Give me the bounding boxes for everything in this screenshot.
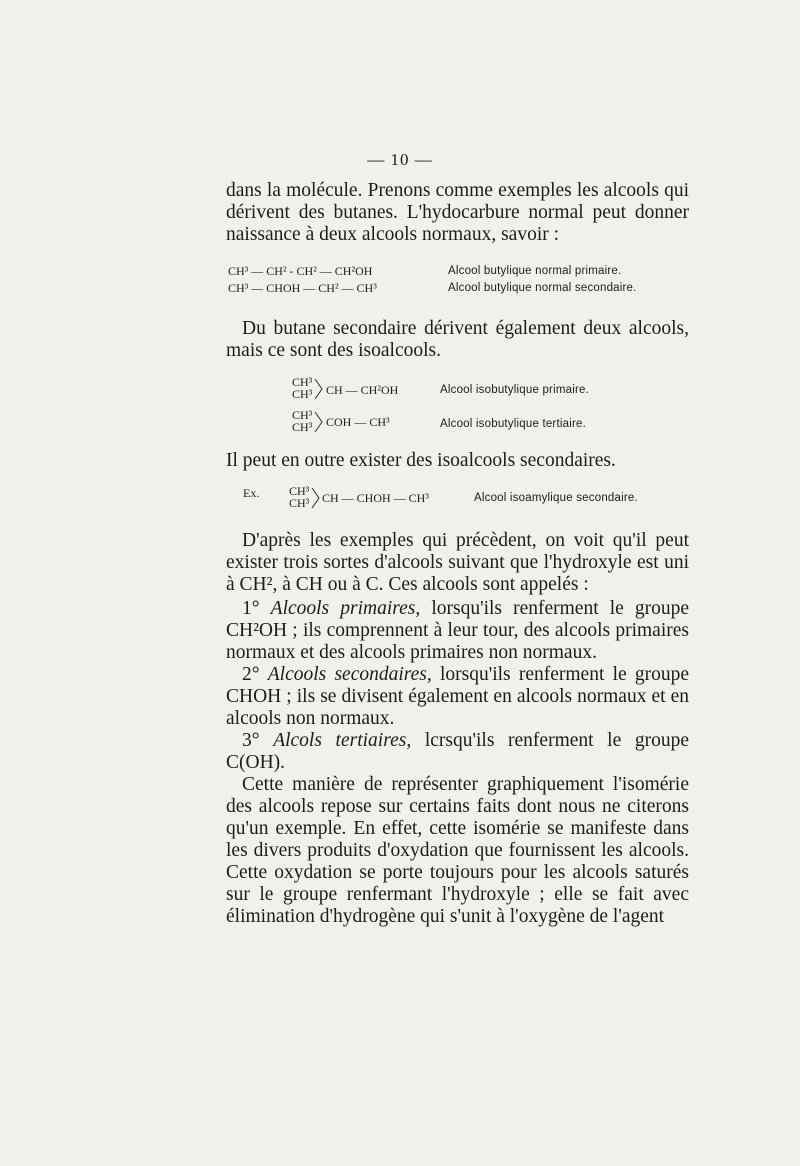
branch-top: CH³ <box>292 375 313 389</box>
bracket-icon <box>314 378 324 400</box>
formula-name-isoamyl-secondary: Alcool isoamylique secondaire. <box>474 492 638 504</box>
formula-isoamyl-secondary: CH — CHOH — CH³ <box>322 491 429 505</box>
branch-top: CH³ <box>289 484 310 498</box>
paragraph-butane-secondary: Du butane secondaire dérivent également deux alcools, mais ce sont des isoalcools. <box>226 318 689 361</box>
branch-bottom: CH³ <box>289 496 310 510</box>
page-number: — 10 — <box>367 150 433 169</box>
paragraph-isoalcools-secondaires: Il peut en outre exister des isoalcools secondaires. <box>226 450 616 471</box>
branch-isobutyl-tertiary <box>292 409 312 433</box>
formula-name-butyl-primary: Alcool butylique normal primaire. <box>448 265 622 277</box>
branch-isoamyl-secondary <box>289 485 309 509</box>
branch-bottom: CH³ <box>292 387 313 401</box>
item-term: Alcols tertiaires <box>273 730 407 751</box>
item-text: , lcrsqu'ils renferment le groupe C(OH). <box>226 730 690 773</box>
formula-name-butyl-secondary: Alcool butylique normal secondaire. <box>448 282 637 294</box>
formula-butyl-primary: CH³ — CH² - CH² — CH²OH <box>228 264 373 278</box>
example-label: Ex. <box>243 486 260 500</box>
branch-top: CH³ <box>292 408 313 422</box>
bracket-icon <box>311 487 321 509</box>
paragraph-intro: dans la molécule. Prenons comme exemples les alcools qui dérivent des butanes. L'hydocarbure normal peut donner naissance à deux alcools normaux, savoir : <box>226 180 689 245</box>
item-number: 1° <box>242 598 260 619</box>
item-number: 2° <box>242 664 260 685</box>
bracket-icon <box>314 411 324 433</box>
item-text: , lorsqu'ils renferment le groupe CHOH ; ils se divisent également en alcools normaux et en alcools non normaux. <box>226 664 689 729</box>
item-tertiary-alcohols <box>226 730 689 774</box>
paragraph-oxidation: Cette manière de représenter graphiquement l'isomérie des alcools repose sur certains faits dont nous ne citerons qu'un exemple. En effet, cette isomérie se manifeste dans les divers produits d'oxydation que fournissent les alcools. Cette oxydation se porte toujours pour les alcools saturés sur le groupe renfermant l'hydroxyle ; elle se fait avec élimination d'hydrogène qui s'unit à l'oxygène de l'agent <box>226 774 689 927</box>
formula-butyl-secondary: CH³ — CHOH — CH² — CH³ <box>228 281 377 295</box>
paragraph-three-kinds: D'après les exemples qui précèdent, on voit qu'il peut exister trois sortes d'alcools suivant que l'hydroxyle est uni à CH², à CH ou à C. Ces alcools sont appelés : <box>226 530 689 595</box>
item-number: 3° <box>242 730 260 751</box>
formula-isobutyl-primary: CH — CH²OH <box>326 383 399 397</box>
formula-name-isobutyl-primary: Alcool isobutylique primaire. <box>440 384 589 396</box>
item-text: , lorsqu'ils renferment le groupe CH²OH ; ils comprennent à leur tour, des alcools primaires normaux et des alcools primaires non normaux. <box>226 598 690 663</box>
branch-bottom: CH³ <box>292 420 313 434</box>
formula-isobutyl-tertiary: COH — CH³ <box>326 415 390 429</box>
item-term: Alcools secondaires <box>267 664 427 685</box>
branch-isobutyl-primary <box>292 376 312 400</box>
item-primary-alcohols <box>226 598 689 664</box>
item-term: Alcools primaires <box>270 598 416 619</box>
formula-name-isobutyl-tertiary: Alcool isobutylique tertiaire. <box>440 418 586 430</box>
item-secondary-alcohols <box>226 664 689 730</box>
